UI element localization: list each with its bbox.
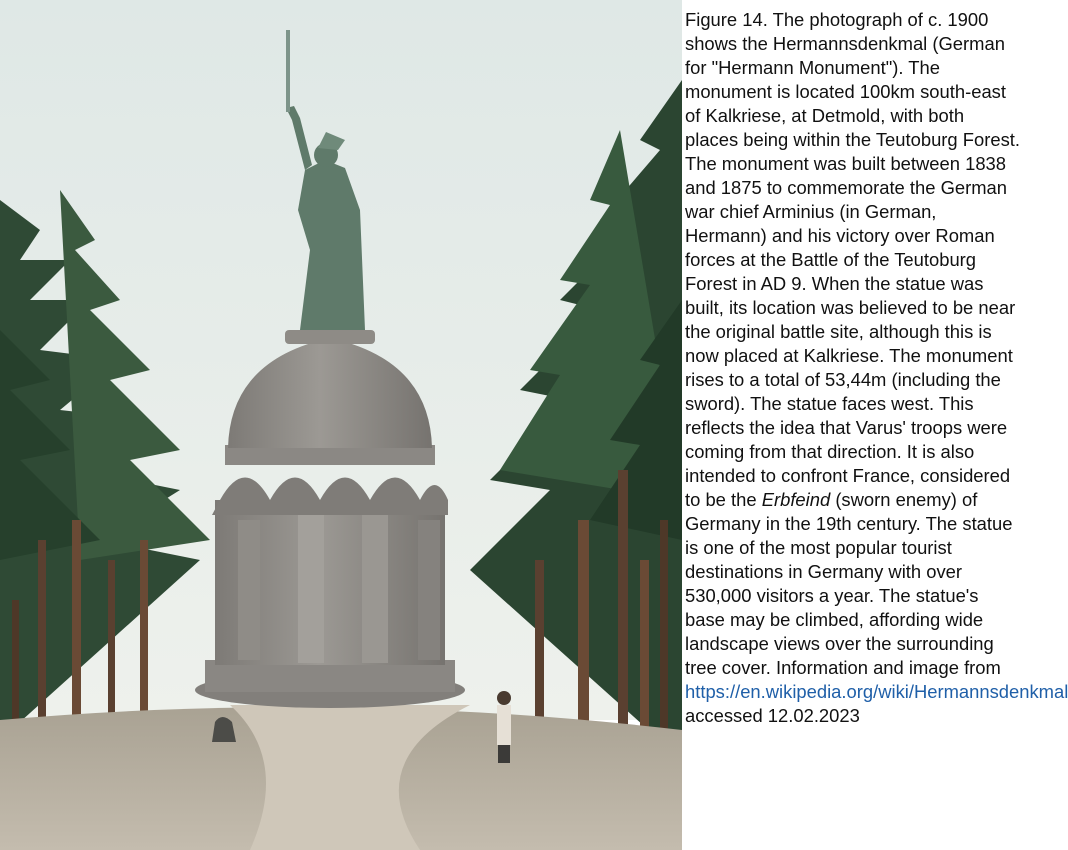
source-link[interactable]: https://en.wikipedia.org/wiki/Hermannsdenkmal [685, 681, 1068, 702]
caption-text-part1: Figure 14. The photograph of c. 1900 shows the Hermannsdenkmal (German for "Hermann Monument"). The monument is located 100km south-east of Kalkriese, at Detmold, with both places being within the Teutoburg Forest. The monument was built between 1838 and 1875 to commemorate the German war chief Arminius (in German, Hermann) and his victory over Roman forces at the Battle of the Teutoburg Forest in AD 9. When the statue was built, its location was believed to be near the original battle site, although this is now placed at Kalkriese. The monument rises to a total of 53,44m (including the sword). The statue faces west. This reflects the idea that Varus' troops were coming from that direction. It is also intended to confront France, considered to be the [685, 9, 1020, 510]
caption-italic-term: Erbfeind [761, 489, 831, 510]
figure-caption [685, 8, 1068, 728]
caption-text-part2: (sworn enemy) of Germany in the 19th century. The statue is one of the most popular tourist destinations in Germany with over 530,000 visitors a year. The statue's base may be climbed, affording wide landscape views over the surrounding tree cover. Information and image from [685, 489, 1013, 678]
caption-text-part3: accessed 12.02.2023 [685, 705, 860, 726]
